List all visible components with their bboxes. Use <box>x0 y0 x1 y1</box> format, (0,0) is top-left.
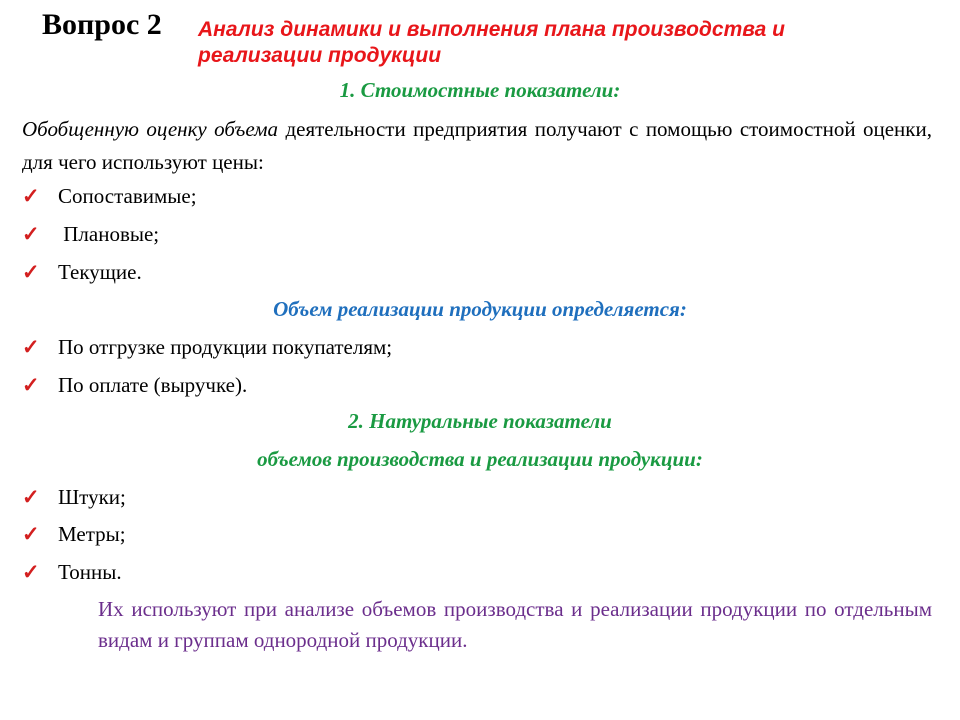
section2-heading-line1: 2. Натуральные показатели <box>348 409 612 433</box>
list-item-label: Тонны. <box>58 560 122 584</box>
intro-italic: Обобщенную оценку объема <box>22 117 279 141</box>
list-item <box>22 181 197 211</box>
list-item-label: Сопоставимые; <box>58 184 197 208</box>
list-item-label: Плановые; <box>58 222 160 246</box>
intro-rest: деятельности предприятия получают с помощью стоимостной оценки, для чего используют цены: <box>22 117 932 174</box>
list-item-label: По отгрузке продукции покупателям; <box>58 335 393 359</box>
list-item-label: Штуки; <box>58 485 126 509</box>
check-icon: ✓ <box>22 522 40 546</box>
list-item <box>22 519 126 549</box>
list-item <box>22 332 392 362</box>
check-icon: ✓ <box>22 335 40 359</box>
slide-subtitle <box>198 17 785 69</box>
check-icon: ✓ <box>22 184 40 208</box>
check-icon: ✓ <box>22 373 40 397</box>
list-item-label: Метры; <box>58 522 126 546</box>
check-icon: ✓ <box>22 222 40 246</box>
list-item-label: Текущие. <box>58 260 142 284</box>
list-item <box>22 482 126 512</box>
list-item-label: По оплате (выручке). <box>58 373 248 397</box>
list-item <box>22 557 122 587</box>
subtitle-line-2: реализации продукции <box>198 44 442 67</box>
check-icon: ✓ <box>22 485 40 509</box>
list-item <box>22 370 247 400</box>
check-icon: ✓ <box>22 260 40 284</box>
note-paragraph: Их используют при анализе объемов производства и реализации продукции по отдельным видам и группам однородной продукции. <box>98 597 932 652</box>
list-item <box>22 257 142 287</box>
section2-heading-line2: объемов производства и реализации продукции: <box>257 447 703 471</box>
section1-heading: 1. Стоимостные показатели: <box>339 78 621 102</box>
check-icon: ✓ <box>22 560 40 584</box>
intro-paragraph <box>22 113 932 179</box>
question-number: Вопрос 2 <box>42 8 162 41</box>
subtitle-line-1: Анализ динамики и выполнения плана производства и <box>198 18 786 41</box>
sales-heading: Объем реализации продукции определяется: <box>273 297 687 321</box>
list-item <box>22 219 159 249</box>
